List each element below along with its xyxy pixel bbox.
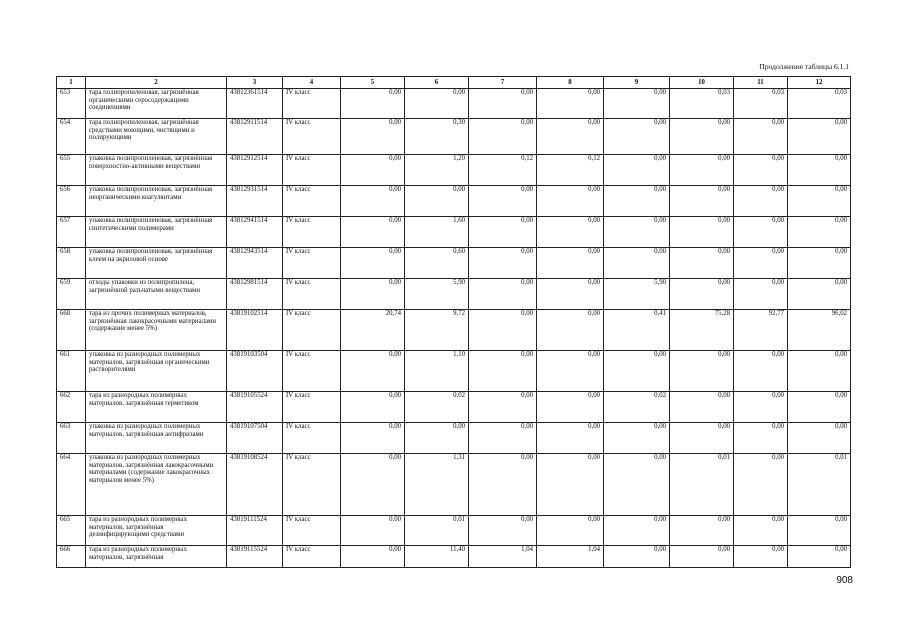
value-cell: 0,00 [341,155,405,186]
hazard-class: IV класс [283,546,341,568]
waste-code: 43812361514 [227,89,283,119]
waste-code: 43819108524 [227,454,283,516]
row-number: 658 [57,248,86,279]
waste-name: отходы упаковки из полипропилена, загрязнённой разъчатыми веществами [86,279,227,310]
value-cell: 0,00 [405,89,469,119]
waste-code: 43812912514 [227,155,283,186]
value-cell: 0,00 [604,351,670,392]
hazard-class: IV класс [283,279,341,310]
value-cell: 1,60 [405,217,469,248]
value-cell: 0,03 [670,89,734,119]
col-header: 6 [405,77,469,89]
waste-code: 43819103504 [227,351,283,392]
value-cell: 20,74 [341,310,405,351]
value-cell: 1,04 [469,546,537,568]
value-cell: 0,01 [670,454,734,516]
table-row [57,516,851,546]
value-cell: 5,90 [405,279,469,310]
value-cell: 0,00 [670,248,734,279]
value-cell: 96,02 [788,310,851,351]
value-cell: 0,00 [670,155,734,186]
value-cell: 0,00 [341,351,405,392]
waste-code: 43819107504 [227,423,283,454]
table-caption: Продолжение таблицы 6.1.1 [759,62,849,71]
value-cell: 0,02 [604,392,670,423]
waste-name: упаковка из разнородных полимерных материалов, загрязнённая органическими растворителями [86,351,227,392]
value-cell: 0,00 [469,248,537,279]
col-header: 10 [670,77,734,89]
value-cell: 0,00 [537,217,604,248]
hazard-class: IV класс [283,423,341,454]
value-cell: 0,00 [537,351,604,392]
waste-code: 43812931514 [227,186,283,217]
hazard-class: IV класс [283,248,341,279]
value-cell: 0,00 [734,546,788,568]
value-cell: 0,00 [537,454,604,516]
page-number: 908 [836,575,853,586]
value-cell: 0,00 [670,423,734,454]
value-cell: 0,00 [734,155,788,186]
value-cell: 0,00 [788,217,851,248]
col-header: 1 [57,77,86,89]
value-cell: 0,00 [734,217,788,248]
row-number: 656 [57,186,86,217]
value-cell: 0,00 [537,248,604,279]
row-number: 662 [57,392,86,423]
table-row [57,155,851,186]
table-body [57,89,851,568]
value-cell: 0,00 [537,423,604,454]
hazard-class: IV класс [283,351,341,392]
table-row [57,248,851,279]
value-cell: 5,90 [604,279,670,310]
value-cell: 0,00 [341,217,405,248]
waste-name: упаковка полипропиленовая, загрязнённая синтетическими полимерами [86,217,227,248]
hazard-class: IV класс [283,119,341,155]
waste-name: тара полипропиленовая, загрязнённая органическими серосодержащими соединениями [86,89,227,119]
value-cell: 0,00 [788,546,851,568]
table-row [57,454,851,516]
waste-name: тара из разнородных полимерных материалов, загрязнённая дезинфицирующими средствами [86,516,227,546]
waste-name: тара из разнородных полимерных материалов, загрязнённая [86,546,227,568]
value-cell: 0,00 [604,89,670,119]
value-cell: 0,01 [405,516,469,546]
value-cell: 0,12 [469,155,537,186]
row-number: 663 [57,423,86,454]
value-cell: 0,00 [341,516,405,546]
row-number: 660 [57,310,86,351]
value-cell: 0,00 [734,248,788,279]
col-header: 4 [283,77,341,89]
value-cell: 0,00 [670,186,734,217]
value-cell: 0,01 [788,454,851,516]
value-cell: 0,00 [341,119,405,155]
value-cell: 0,00 [788,279,851,310]
col-header: 5 [341,77,405,89]
table-row [57,119,851,155]
value-cell: 0,03 [788,89,851,119]
value-cell: 0,00 [341,546,405,568]
value-cell: 0,00 [670,546,734,568]
value-cell: 0,00 [670,516,734,546]
table-row [57,546,851,568]
waste-name: упаковка полипропиленовая, загрязнённая поверхностно-активными веществами [86,155,227,186]
value-cell: 0,00 [537,279,604,310]
value-cell: 0,00 [469,279,537,310]
col-header: 7 [469,77,537,89]
waste-table [56,76,851,568]
value-cell: 0,00 [405,186,469,217]
value-cell: 0,00 [469,423,537,454]
hazard-class: IV класс [283,392,341,423]
value-cell: 0,00 [604,119,670,155]
value-cell: 0,00 [469,351,537,392]
table-row [57,351,851,392]
value-cell: 0,00 [469,516,537,546]
row-number: 653 [57,89,86,119]
value-cell: 0,00 [341,423,405,454]
value-cell: 0,00 [734,119,788,155]
value-cell: 1,10 [405,351,469,392]
waste-code: 43819102514 [227,310,283,351]
hazard-class: IV класс [283,89,341,119]
value-cell: 0,00 [734,186,788,217]
value-cell: 0,00 [670,119,734,155]
waste-name: тара полипропиленовая, загрязнённая средствами моющими, чистящими и полирующими [86,119,227,155]
value-cell: 0,00 [469,392,537,423]
value-cell: 0,00 [405,423,469,454]
value-cell: 0,00 [604,186,670,217]
value-cell: 1,04 [537,546,604,568]
value-cell: 0,00 [537,310,604,351]
value-cell: 0,30 [405,119,469,155]
col-header: 9 [604,77,670,89]
row-number: 655 [57,155,86,186]
value-cell: 1,20 [405,155,469,186]
value-cell: 0,00 [788,119,851,155]
value-cell: 0,00 [469,186,537,217]
value-cell: 0,00 [537,89,604,119]
table-row [57,392,851,423]
value-cell: 92,77 [734,310,788,351]
hazard-class: IV класс [283,186,341,217]
value-cell: 0,00 [537,392,604,423]
waste-name: тара из разнородных полимерных материалов, загрязнённая герметиком [86,392,227,423]
value-cell: 0,41 [604,310,670,351]
waste-name: упаковка из разнородных полимерных материалов, загрязнённая лакокрасочными материалами (содержание лакокрасочных материалов менее 5%) [86,454,227,516]
waste-code: 43819111524 [227,516,283,546]
value-cell: 0,00 [788,516,851,546]
row-number: 661 [57,351,86,392]
value-cell: 11,40 [405,546,469,568]
value-cell: 75,28 [670,310,734,351]
value-cell: 0,00 [341,89,405,119]
value-cell: 0,00 [469,217,537,248]
waste-name: упаковка полипропиленовая, загрязнённая клеем на акриловой основе [86,248,227,279]
value-cell: 0,00 [734,516,788,546]
table-row [57,89,851,119]
row-number: 659 [57,279,86,310]
hazard-class: IV класс [283,310,341,351]
value-cell: 0,00 [788,186,851,217]
value-cell: 0,00 [341,186,405,217]
value-cell: 0,00 [734,279,788,310]
value-cell: 0,00 [788,423,851,454]
value-cell: 0,00 [469,89,537,119]
value-cell: 0,00 [788,351,851,392]
value-cell: 0,00 [341,279,405,310]
col-header: 8 [537,77,604,89]
value-cell: 0,00 [734,392,788,423]
col-header: 12 [788,77,851,89]
value-cell: 0,03 [734,89,788,119]
waste-code: 43819115524 [227,546,283,568]
waste-name: упаковка полипропиленовая, загрязнённая неорганическими коагулянтами [86,186,227,217]
hazard-class: IV класс [283,217,341,248]
header-row [57,77,851,89]
waste-code: 43812943514 [227,248,283,279]
waste-code: 43819105524 [227,392,283,423]
waste-code: 43812941514 [227,217,283,248]
row-number: 665 [57,516,86,546]
value-cell: 0,00 [469,310,537,351]
table-row [57,310,851,351]
col-header: 11 [734,77,788,89]
waste-name: упаковка из разнородных полимерных материалов, загрязнённая антифризами [86,423,227,454]
value-cell: 0,00 [670,279,734,310]
value-cell: 0,00 [670,351,734,392]
value-cell: 0,00 [341,454,405,516]
value-cell: 0,00 [469,454,537,516]
table-row [57,217,851,248]
value-cell: 0,00 [604,423,670,454]
table-row [57,186,851,217]
value-cell: 0,00 [341,392,405,423]
value-cell: 0,00 [734,454,788,516]
value-cell: 0,00 [604,546,670,568]
col-header: 3 [227,77,283,89]
hazard-class: IV класс [283,155,341,186]
value-cell: 0,00 [604,516,670,546]
value-cell: 1,31 [405,454,469,516]
value-cell: 0,00 [604,217,670,248]
row-number: 664 [57,454,86,516]
value-cell: 0,00 [604,248,670,279]
row-number: 657 [57,217,86,248]
value-cell: 0,60 [405,248,469,279]
value-cell: 0,00 [537,516,604,546]
waste-code: 43812981514 [227,279,283,310]
value-cell: 0,00 [788,392,851,423]
value-cell: 0,00 [604,454,670,516]
value-cell: 0,00 [734,351,788,392]
value-cell: 0,00 [670,392,734,423]
hazard-class: IV класс [283,454,341,516]
value-cell: 0,12 [537,155,604,186]
value-cell: 0,00 [537,186,604,217]
value-cell: 0,00 [604,155,670,186]
value-cell: 0,00 [670,217,734,248]
table-row [57,279,851,310]
row-number: 654 [57,119,86,155]
row-number: 666 [57,546,86,568]
value-cell: 0,00 [341,248,405,279]
value-cell: 0,00 [788,248,851,279]
value-cell: 0,02 [405,392,469,423]
table-row [57,423,851,454]
value-cell: 0,00 [537,119,604,155]
value-cell: 9,72 [405,310,469,351]
value-cell: 0,00 [734,423,788,454]
value-cell: 0,00 [469,119,537,155]
value-cell: 0,00 [788,155,851,186]
waste-name: тара из прочих полимерных материалов, загрязнённая лакокрасочными материалами (содержание менее 5%) [86,310,227,351]
waste-code: 43812911514 [227,119,283,155]
hazard-class: IV класс [283,516,341,546]
col-header: 2 [86,77,227,89]
